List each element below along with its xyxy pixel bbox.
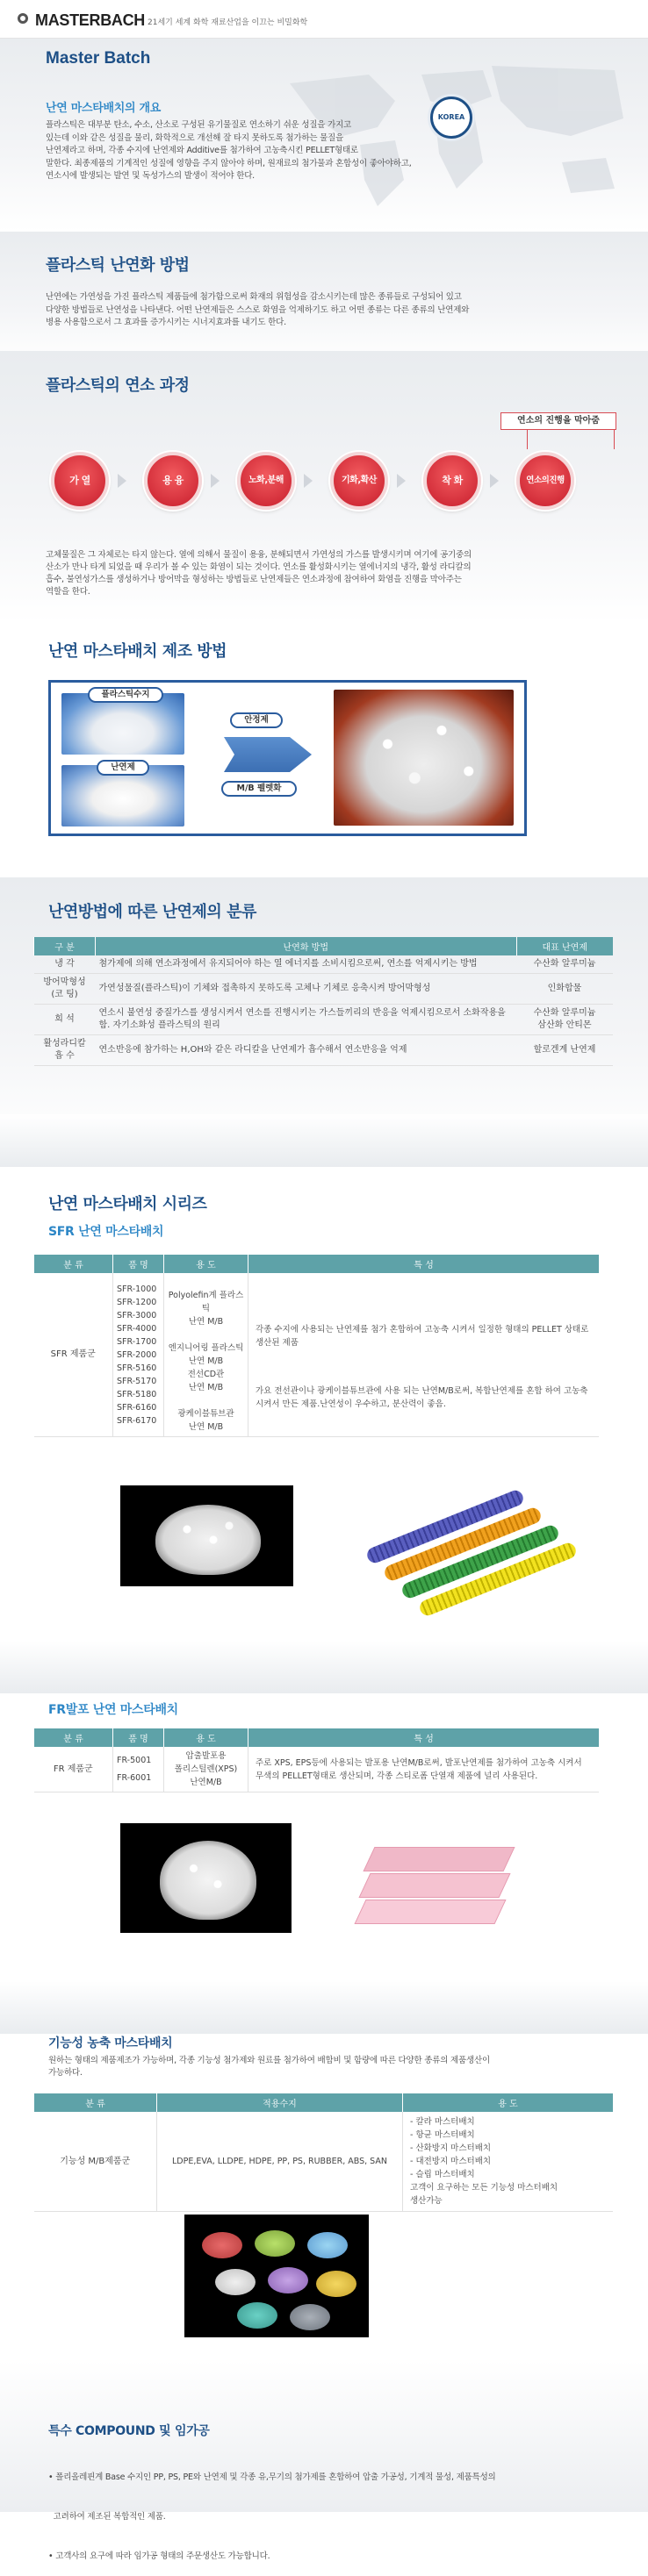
step-melting: 용 융 <box>144 452 202 510</box>
brand-logo-icon <box>18 13 28 24</box>
table-header: 분 류 적용수지 용 도 <box>34 2093 614 2112</box>
fr-table <box>33 1728 599 1792</box>
series-title: 난연 마스타배치 시리즈 <box>48 1195 207 1213</box>
section-separator <box>0 1641 648 1693</box>
brand-tagline: 21세기 세계 화학 재료산업을 이끄는 비밀화학 <box>148 18 308 27</box>
resin-label: 플라스틱수지 <box>88 687 163 703</box>
step-combustion: 연소의진행 <box>516 452 574 510</box>
overview-paragraph: 플라스틱은 대부분 탄소, 수소, 산소로 구성된 유기물질로 연소하기 쉬운 성질을 가지고 있는데 이와 같은 성질을 물리, 화학적으로 개선해 잘 타지 못하도록 첨가하는 물질을 난연제라고 하며, 각종 수지에 난연제와 Additive를 첨가하여 고농축시킨 PELLET형태로 말한다. 최종제품의 기계적인 성질에 영향을 주지 않아야 하며, 원재료의 첨가물과 혼합성이 좋아야하고, 연소시에 발생되는 발연 및 독성가스의 발생이 적어야 한다. <box>46 120 412 181</box>
fr-foam-board-image <box>351 1825 527 1935</box>
compound-bullets: • 폴리올레핀계 Base 수지인 PP, PS, PE와 난연제 및 각종 유,무기의 첨가제를 혼합하여 압출 가공성, 기계적 물성, 제품특성의 고려하여 제조된 복합적인 제품. • 고객사의 요구에 따라 임가공 형태의 주문생산도 가능합니다. <box>48 2472 496 2561</box>
table-row: SFR 제품군 SFR-1000 SFR-1200 SFR-3000 SFR-4000 SFR-1700 SFR-2000 SFR-5160 SFR-5170 SFR-5180 SFR-6160 SFR-6170 Polyolefin계 플라스틱 난연 M/B 엔지니어링 플라스틱 난연 M/B 전선CD관 난연 M/B 광케이블튜브관 난연 M/B 각종 수지에 사용되는 난연제를 첨가 혼합하여 고농축 시켜서 일정한 형태의 PELLET 상태로 생산된 제품 가요 전선관이나 광케이블튜브관에 사용 되는 난연M/B로써, 복합난연제를 혼합 하여 고농축 시켜서 만든 제품.난연성이 우수하고, 분산력이 좋음. <box>34 1273 600 1437</box>
combustion-title: 플라스틱의 연소 과정 <box>46 376 190 395</box>
table-row: 냉 각 첨가제에 의해 연소과정에서 유지되어야 하는 열 에너지를 소비시킴으로써, 연소를 억제시키는 방법 수산화 알루미늄 <box>34 955 614 974</box>
table-header: 분 류 품 명 용 도 특 성 <box>34 1728 600 1747</box>
arrow-right-icon <box>490 474 499 488</box>
retardant-label: 난연제 <box>97 760 149 776</box>
sfr-conduit-image <box>353 1485 520 1586</box>
section-separator <box>0 1981 648 2034</box>
method-title: 플라스틱 난연화 방법 <box>46 256 190 275</box>
table-row: FR 제품군 FR-5001 FR-6001 압출발포용 폴리스틸렌(XPS) 난연M/B 주로 XPS, EPS등에 사용되는 발포용 난연M/B로써, 발포난연제를 첨가하여 고농축 시켜서 무색의 PELLET형태로 생산되며, 각종 스티로폼 단열재 제품에 널리 사용된다. <box>34 1747 600 1792</box>
pellet-product-image <box>334 690 514 826</box>
overview-title: Master Batch <box>46 49 151 68</box>
stabilizer-label: 안정제 <box>230 712 283 728</box>
classification-title: 난연방법에 따른 난연제의 분류 <box>48 903 256 921</box>
callout-label: 연소의 진행을 막아줌 <box>500 412 616 430</box>
brand-name[interactable]: MASTERBACH <box>35 11 145 29</box>
section-separator <box>0 1114 648 1167</box>
arrow-right-icon <box>304 474 313 488</box>
arrow-right-icon <box>118 474 126 488</box>
callout-bracket <box>527 430 615 449</box>
table-header: 분 류 품 명 용 도 특 성 <box>34 1255 600 1273</box>
step-vaporization: 기화,확산 <box>330 452 388 510</box>
step-heating: 가 열 <box>51 452 109 510</box>
fr-title: FR발포 난연 마스타배치 <box>48 1703 178 1717</box>
table-row: 방어막형성 (코 팅) 가연성물질(플라스틱)이 기체와 접촉하지 못하도록 고체나 기체로 응축시켜 방어막형성 인화합물 <box>34 974 614 1005</box>
functional-title: 기능성 농축 마스타배치 <box>48 2036 173 2050</box>
arrow-right-icon <box>397 474 406 488</box>
manufacture-title: 난연 마스타배치 제조 방법 <box>48 642 227 661</box>
table-header: 구 분 난연화 방법 대표 난연제 <box>34 937 614 955</box>
step-decomposition: 노화,분해 <box>237 452 295 510</box>
pelletizing-label: M/B 펠렛화 <box>221 781 297 797</box>
fr-pellets-image <box>120 1823 292 1933</box>
table-row: 희 석 연소시 불연성 중질가스를 생성시켜서 연소를 진행시키는 가스들끼리의 반응을 억제시킴으로서 소화작용을 함. 자기소화성 플라스틱의 원리 수산화 알루미늄 삼산화 안티몬 <box>34 1005 614 1035</box>
table-row: 활성라디칼 흡 수 연소반응에 참가하는 H,OH와 같은 라디칼을 난연제가 흡수해서 연소반응을 억제 할로겐계 난연제 <box>34 1035 614 1066</box>
method-paragraph: 난연에는 가연성을 가진 플라스틱 제품들에 첨가함으로써 화재의 위험성을 감소시키는데 많은 종류들로 구성되어 있고 다양한 방법들로 난연성을 나타낸다. 어떤 난연제들은 스스로 화염을 억제하기도 하고 어떤 종류는 다른 종류의 난연제와 병용 사용함으로서 그 효과를 증가시키는 시너지효과를 내기도 한다. <box>46 292 470 327</box>
sfr-pellets-image <box>120 1485 293 1586</box>
overview-subtitle: 난연 마스타배치의 개요 <box>46 102 162 115</box>
step-ignition: 착 화 <box>423 452 481 510</box>
korea-badge: KOREA <box>430 97 472 139</box>
functional-table <box>33 2093 613 2212</box>
sfr-title: SFR 난연 마스타배치 <box>48 1225 164 1239</box>
combustion-paragraph: 고체물질은 그 자체로는 타지 않는다. 열에 의해서 물질이 용융, 분해되면서 가연성의 가스를 발생시키며 여기에 공기중의 산소가 만나 타게 되었을 때 우리가 볼 수 있는 화염이 되는 것이다. 연소를 활성화시키는 열에너지의 냉각, 활성 라디칼의 흡수, 불연성가스를 생성하거나 방어막을 형성하는 방법들로 난연제들은 연소과정에 참여하여 화염을 진행을 막아주는 역할을 한다. <box>46 550 472 597</box>
classification-table <box>33 937 613 1066</box>
arrow-right-icon <box>211 474 220 488</box>
site-header <box>0 0 648 39</box>
functional-intro: 원하는 형태의 제품제조가 가능하며, 각종 기능성 첨가제와 원료를 첨가하여 배합비 및 함량에 따른 다양한 종류의 제품생산이 가능하다. <box>48 2056 490 2078</box>
compound-title: 특수 COMPOUND 및 임가공 <box>48 2424 210 2438</box>
table-row: 기능성 M/B제품군 LDPE,EVA, LLDPE, HDPE, PP, PS, RUBBER, ABS, SAN - 칼라 마스터배치 - 항균 마스터배치 - 산화방지 마스터배치 - 대전방지 마스터배치 - 슬립 마스터배치 고객이 요구하는 모든 기능성 마스터배치 생산가능 <box>34 2112 614 2212</box>
color-masterbatch-image <box>184 2215 369 2337</box>
sfr-table <box>33 1255 599 1437</box>
